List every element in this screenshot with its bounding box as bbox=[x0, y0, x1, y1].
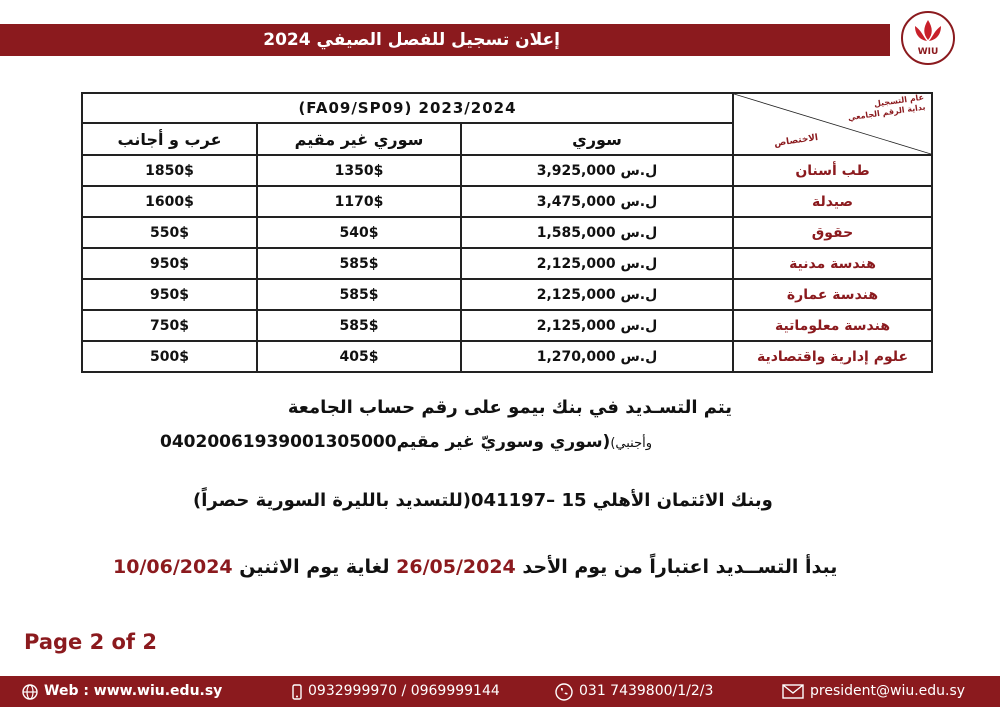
globe-icon bbox=[22, 684, 38, 700]
page-title: إعلان تسجيل للفصل الصيفي 2024 bbox=[263, 30, 560, 50]
second-bank-note: وبنك الائتمان الأهلي 15 –041197(للتسديد بالليرة السورية حصراً) bbox=[193, 490, 773, 511]
table-row bbox=[82, 186, 932, 217]
fee-non-resident: 585$ bbox=[257, 279, 461, 310]
footer-mobile-text: 0932999970 / 0969999144 bbox=[308, 683, 500, 699]
table-row bbox=[82, 310, 932, 341]
fee-non-resident: 1170$ bbox=[257, 186, 461, 217]
fee-non-resident: 585$ bbox=[257, 248, 461, 279]
table-row bbox=[82, 155, 932, 186]
fee-syrian: 1,270,000 ل.س bbox=[461, 341, 733, 372]
table-row bbox=[82, 279, 932, 310]
col-header-foreign: عرب و أجانب bbox=[82, 123, 257, 155]
footer-mobile bbox=[292, 676, 500, 707]
phone-icon bbox=[555, 683, 573, 701]
payment-period-note bbox=[113, 556, 837, 578]
footer-web-text: Web : www.wiu.edu.sy bbox=[44, 683, 223, 699]
specialty-name: طب أسنان bbox=[733, 155, 932, 186]
col-header-non-resident: سوري غير مقيم bbox=[257, 123, 461, 155]
account-note-small: وأجنبي) bbox=[610, 436, 653, 451]
bank-note: يتم التسـديد في بنك بيمو على رقم حساب الجامعة bbox=[287, 397, 732, 418]
fee-non-resident: 405$ bbox=[257, 341, 461, 372]
fee-foreign: 550$ bbox=[82, 217, 257, 248]
header-bar bbox=[0, 24, 890, 56]
fee-syrian: 2,125,000 ل.س bbox=[461, 279, 733, 310]
account-note: (سوري وسوريّ غير مقيم bbox=[396, 432, 611, 452]
fee-foreign: 950$ bbox=[82, 279, 257, 310]
specialty-name: علوم إدارية واقتصادية bbox=[733, 341, 932, 372]
table-row bbox=[82, 341, 932, 372]
svg-text:WIU: WIU bbox=[917, 47, 939, 57]
specialty-name: صيدلة bbox=[733, 186, 932, 217]
specialty-name: هندسة معلوماتية bbox=[733, 310, 932, 341]
fee-foreign: 500$ bbox=[82, 341, 257, 372]
fee-foreign: 950$ bbox=[82, 248, 257, 279]
fee-syrian: 3,475,000 ل.س bbox=[461, 186, 733, 217]
payment-end-date: 10/06/2024 bbox=[113, 556, 233, 578]
bank-account-number: 04020061939001305000 bbox=[160, 432, 397, 452]
specialty-name: هندسة عمارة bbox=[733, 279, 932, 310]
footer-email[interactable] bbox=[782, 676, 965, 707]
fee-non-resident: 1350$ bbox=[257, 155, 461, 186]
year-header: (FA09/SP09) 2023/2024 bbox=[82, 93, 733, 123]
footer-web[interactable] bbox=[22, 676, 222, 707]
bank-account-line bbox=[160, 432, 652, 452]
page-number: Page 2 of 2 bbox=[24, 630, 157, 654]
specialty-name: هندسة مدنية bbox=[733, 248, 932, 279]
table-row bbox=[82, 248, 932, 279]
university-logo bbox=[893, 10, 963, 66]
fee-syrian: 3,925,000 ل.س bbox=[461, 155, 733, 186]
specialty-name: حقوق bbox=[733, 217, 932, 248]
corner-cell bbox=[733, 93, 932, 155]
footer-bar bbox=[0, 676, 1000, 707]
fees-table bbox=[81, 92, 931, 366]
fee-foreign: 1600$ bbox=[82, 186, 257, 217]
fee-foreign: 1850$ bbox=[82, 155, 257, 186]
fee-foreign: 750$ bbox=[82, 310, 257, 341]
fee-syrian: 1,585,000 ل.س bbox=[461, 217, 733, 248]
corner-top-label: عام التسجيل بداية الرقم الجامعي bbox=[847, 92, 926, 123]
payment-mid: لغاية يوم الاثنين bbox=[232, 556, 397, 578]
table-row bbox=[82, 217, 932, 248]
fee-non-resident: 540$ bbox=[257, 217, 461, 248]
corner-bottom-label: الاختصاص bbox=[773, 132, 819, 150]
footer-phone bbox=[555, 676, 713, 707]
fee-syrian: 2,125,000 ل.س bbox=[461, 248, 733, 279]
envelope-icon bbox=[782, 684, 804, 699]
payment-prefix: يبدأ التســديد اعتباراً من يوم الأحد bbox=[515, 556, 838, 578]
fee-syrian: 2,125,000 ل.س bbox=[461, 310, 733, 341]
payment-start-date: 26/05/2024 bbox=[396, 556, 516, 578]
mobile-phone-icon bbox=[292, 684, 302, 700]
col-header-syrian: سوري bbox=[461, 123, 733, 155]
fee-non-resident: 585$ bbox=[257, 310, 461, 341]
footer-phone-text: 031 7439800/1/2/3 bbox=[579, 683, 714, 699]
footer-email-text: president@wiu.edu.sy bbox=[810, 683, 966, 699]
